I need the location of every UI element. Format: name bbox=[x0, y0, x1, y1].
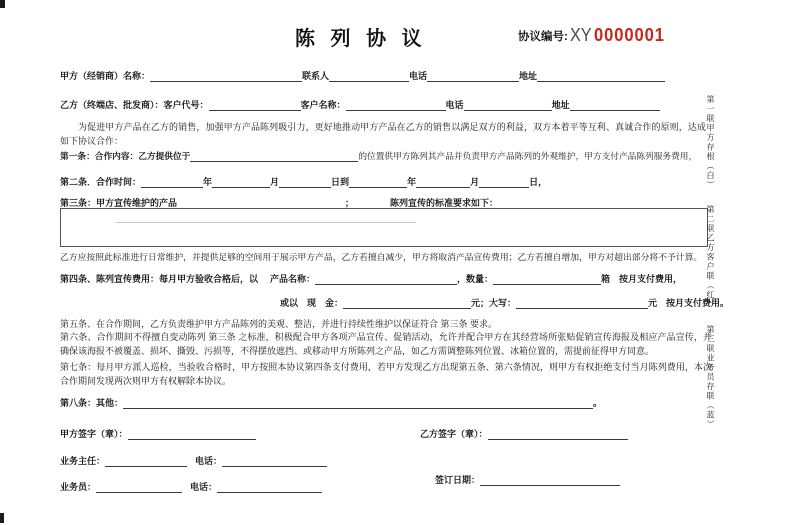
party-b-address-blank bbox=[570, 101, 660, 111]
clause-3-right-label: 陈列宣传的标准要求如下： bbox=[390, 198, 499, 208]
clause-4-alt-payment bbox=[280, 298, 729, 309]
clause-4-head: 第四条、陈列宣传费用：每月甲方验收合格后，以 bbox=[60, 274, 259, 284]
copy-legend bbox=[703, 95, 717, 429]
sign-date-blank bbox=[480, 476, 620, 486]
start-month-label: 月 bbox=[270, 177, 280, 187]
copy-1-white: 第一联甲方存根（白） bbox=[706, 95, 715, 190]
party-a-contact-label: 联系人 bbox=[302, 71, 330, 81]
clause-4 bbox=[60, 274, 682, 285]
party-a-phone-blank bbox=[427, 72, 519, 82]
end-month-blank bbox=[416, 178, 470, 188]
party-b-sign-blank bbox=[488, 430, 628, 440]
unit-text: 箱 按月支付费用， bbox=[601, 274, 683, 284]
page-title: 陈 列 协 议 bbox=[295, 28, 427, 50]
copy-2-red: 第二联乙方客户联（红） bbox=[706, 205, 715, 310]
party-a-address-blank bbox=[537, 72, 665, 82]
party-b-code-blank bbox=[209, 101, 301, 111]
display-standard-box bbox=[60, 208, 708, 247]
clause-8-other-blank bbox=[123, 399, 593, 409]
amount-capital-blank bbox=[516, 299, 648, 309]
party-b-label: 乙方（终端店、批发商）： bbox=[60, 100, 164, 110]
clause-1-location-blank bbox=[190, 152, 358, 162]
clause-5: 第五条、在合作期间，乙方负责维护甲方产品陈列的美观、整洁，并进行持续性维护以保证符合 第三条 要求。 bbox=[60, 319, 498, 329]
end-year-blank bbox=[349, 178, 407, 188]
party-a-phone-label: 电话 bbox=[409, 71, 428, 81]
agreement-number-value: 0000001 bbox=[593, 25, 665, 45]
supervisor-row bbox=[60, 456, 327, 467]
yuan-pay-label: 元 按月支付费用。 bbox=[648, 298, 730, 308]
start-day-blank bbox=[279, 178, 331, 188]
end-day-blank bbox=[479, 178, 529, 188]
party-b-code-label: 客户代号： bbox=[163, 100, 209, 110]
party-b-sign-label: 乙方签字（章）： bbox=[420, 429, 488, 439]
clause-7: 第七条：每月甲方派人巡检，当验收合格时，甲方按照本协议第四条支付费用，若甲方发现乙方出现第五条、第六条情况，则甲方有权拒绝支付当月陈列费用，本次合作期间发现两次则甲方有权解除本协议。 bbox=[60, 362, 712, 386]
party-a-address-label: 地址 bbox=[519, 71, 538, 81]
party-b-phone-blank bbox=[464, 101, 552, 111]
party-b-phone-label: 电话 bbox=[445, 100, 464, 110]
party-b-row bbox=[60, 100, 706, 111]
party-b-name-blank bbox=[346, 101, 446, 111]
clause-8-head: 第八条：其他： bbox=[60, 398, 124, 408]
end-year-label: 年 bbox=[407, 177, 417, 187]
party-a-sign-blank bbox=[128, 430, 256, 440]
clause-1-post: 的位置供甲方陈列其产品并负责甲方产品陈列的外观维护，甲方支付产品陈列服务费用， bbox=[358, 151, 698, 161]
party-b-signature-row bbox=[420, 429, 628, 440]
salesman-phone-label: 电话： bbox=[190, 482, 218, 492]
supervisor-name-blank bbox=[105, 457, 187, 467]
salesman-label: 业务员： bbox=[60, 482, 97, 492]
party-a-row bbox=[60, 71, 706, 82]
start-year-label: 年 bbox=[203, 177, 213, 187]
supervisor-phone-blank bbox=[222, 457, 327, 467]
start-year-blank bbox=[141, 178, 203, 188]
supervisor-phone-label: 电话： bbox=[195, 456, 223, 466]
yuan-capital-label: 元；大写： bbox=[471, 298, 517, 308]
start-month-blank bbox=[212, 178, 270, 188]
supervisor-label: 业务主任： bbox=[60, 456, 106, 466]
standard-note: 乙方应按照此标准进行日常维护，并提供足够的空间用于展示甲方产品，乙方若擅自减少，甲方将取消产品宣传费用；乙方若擅自增加，甲方对超出部分将不予计算。 bbox=[60, 252, 703, 262]
party-a-label: 甲方（经销商）名称： bbox=[60, 71, 151, 81]
faint-guide-line bbox=[116, 222, 416, 223]
agreement-number bbox=[518, 27, 671, 44]
sign-date-label: 签订日期： bbox=[435, 475, 481, 485]
cash-option-label: 或以 现 金： bbox=[280, 298, 344, 308]
clause-1-pre: 乙方提供位于 bbox=[138, 151, 191, 161]
clause-3-head: 第三条：甲方宣传维护的产品 bbox=[60, 198, 178, 208]
party-b-address-label: 地址 bbox=[551, 100, 570, 110]
clause-2 bbox=[60, 177, 547, 188]
agreement-number-label: 协议编号: bbox=[518, 31, 568, 43]
party-a-signature-row bbox=[60, 429, 256, 440]
clause-8-period: 。 bbox=[593, 398, 603, 408]
amount-blank bbox=[343, 299, 471, 309]
copy-3-blue: 第三联业务员存联（蓝） bbox=[706, 324, 715, 429]
clause-1-head: 第一条：合作内容： bbox=[60, 151, 139, 161]
clause-2-head: 第二条．合作时间： bbox=[60, 177, 142, 187]
party-a-sign-label: 甲方签字（章）： bbox=[60, 429, 128, 439]
salesman-phone-blank bbox=[217, 483, 322, 493]
clause-1 bbox=[60, 151, 706, 162]
scan-corner-mark-bottom bbox=[0, 513, 4, 523]
quantity-blank bbox=[493, 275, 601, 285]
day-to-label: 日到 bbox=[331, 177, 350, 187]
end-month-label: 月 bbox=[470, 177, 480, 187]
clause-6: 第六条、合作期间不得擅自变动陈列 第三条 之标准，积极配合甲方各项产品宣传、促销活动，允许并配合甲方在其经营场所张贴促销宣传海报及相应产品宣传，并确保该海报不被覆盖、损坏、撕毁、污损等，不得摆放遮挡、或移动甲方所陈列之产品，如乙方需调整陈列位置、冰箱位置的，需提前征得甲方同意。 bbox=[60, 332, 712, 356]
product-name-blank bbox=[315, 275, 457, 285]
intro-paragraph: 为促进甲方产品在乙方的销售，加强甲方产品陈列吸引力，更好地推动甲方产品在乙方的销售以满足双方的利益，双方本着平等互利、真诚合作的原则，达成如下协议合作： bbox=[60, 122, 706, 146]
agreement-number-prefix: XY bbox=[569, 25, 592, 45]
party-b-name-label: 客户名称： bbox=[300, 100, 346, 110]
clause-3-semicolon: ； bbox=[345, 198, 355, 208]
quantity-label: ，数量： bbox=[457, 274, 494, 284]
sign-date-row bbox=[435, 475, 620, 486]
scan-corner-mark-top bbox=[0, 0, 5, 8]
party-a-contact-blank bbox=[329, 72, 409, 82]
end-day-label: 日， bbox=[529, 177, 548, 187]
salesman-name-blank bbox=[96, 483, 182, 493]
party-a-name-blank bbox=[150, 72, 302, 82]
clause-8 bbox=[60, 398, 602, 409]
product-name-label: 产品名称： bbox=[270, 274, 316, 284]
salesman-row bbox=[60, 482, 322, 493]
